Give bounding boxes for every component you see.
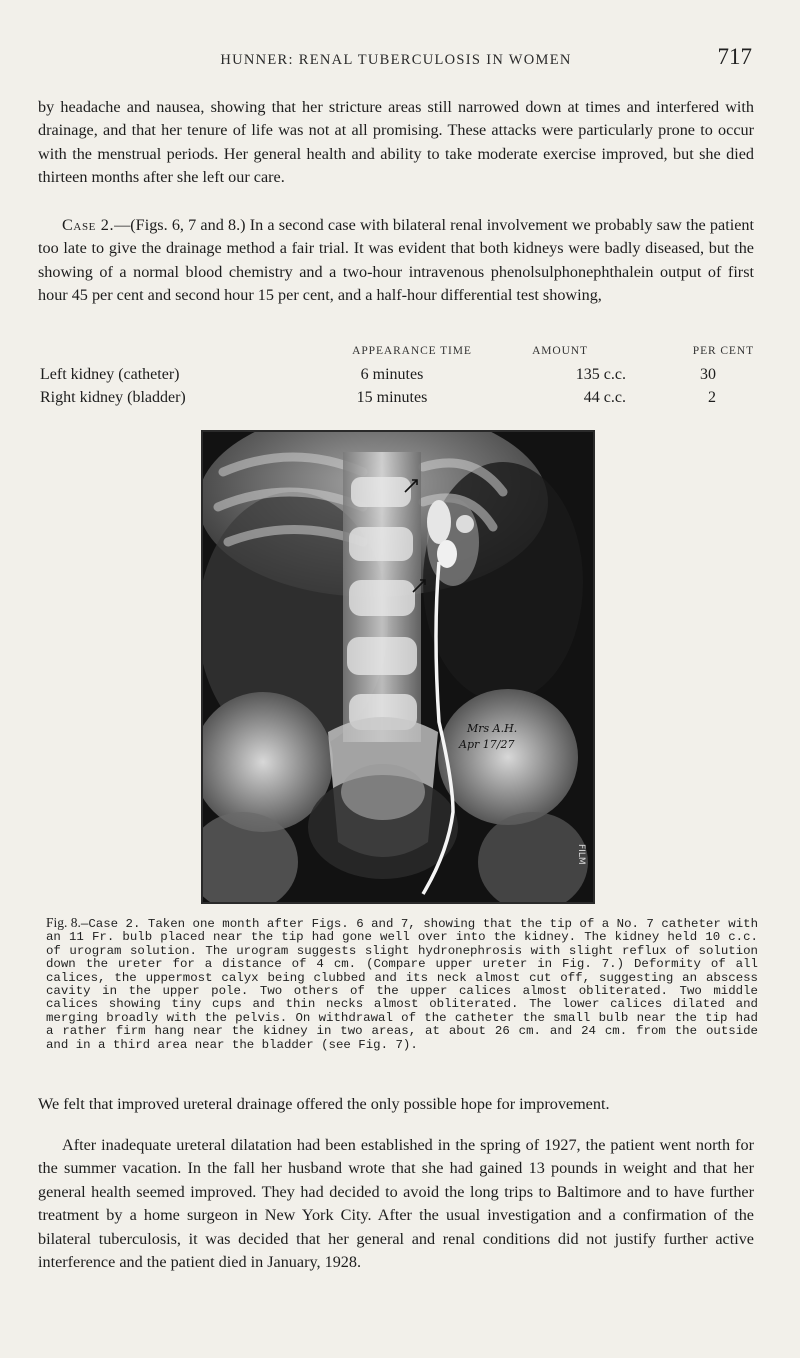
page-number: 717	[717, 44, 752, 69]
row-per-cent: 2	[708, 389, 716, 406]
paragraph-drainage-hope: We felt that improved ureteral drainage offered the only possible hope for improvement.	[38, 1095, 610, 1113]
table-row	[40, 366, 760, 389]
figure-caption	[46, 916, 758, 1052]
case-2-text: —(Figs. 6, 7 and 8.) In a second case with bilateral renal involvement we probably saw the patient too late to give the drainage method a fair trial. It was evident that both kidneys were badly diseased, but the showing of a normal blood chemistry and a two-hour intravenous phenolsulphonephthalein output of first hour 45 per cent and second hour 15 per cent, and a half-hour differential test showing,	[38, 216, 754, 305]
table-header-row	[40, 345, 760, 366]
page-header	[40, 44, 752, 78]
header-appearance-time: APPEARANCE TIME	[352, 345, 472, 357]
caption-text: —Case 2. Taken one month after Figs. 6 and 7, showing that the tip of a No. 7 catheter with an 11 Fr. bulb placed near the tip had gone well over into the kidney. The kidney held 10 c.c. of urogram solution. The urogram suggests slight hydronephrosis with slight reflux of solution down the ureter for a distance of 4 cm. (Compare upper ureter in Fig. 7.) Deformity of all calices, the uppermost calyx being clubbed and its neck almost cut off, suggesting an abscess cavity in the upper pole. Two others of the upper calices almost obliterated. Two middle calices showing tiny cups and thin necks almost obliterated. The lower calices dilated and merging broadly with the pelvis. On withdrawal of the catheter the small bulb near the tip had a rather firm hang near the kidney in two areas, at about 26 cm. and 24 cm. from the outside and in a third area near the bladder (see Fig. 7).	[46, 917, 759, 1052]
table-row	[40, 389, 760, 412]
running-title: HUNNER: RENAL TUBERCULOSIS IN WOMEN	[220, 52, 572, 68]
row-appearance-time: 6 minutes	[360, 366, 424, 383]
film-edge-mark: FILM	[576, 844, 586, 865]
case-2-label: Case 2.	[62, 216, 115, 234]
paragraph-continuation: by headache and nausea, showing that her stricture areas still narrowed down at times and interfered with drainage, and that her tenure of life was not at all promising. These attacks were particularly prone to occur with the menstrual periods. Her general health and ability to take moderate exercise improved, but she died thirteen months after she left our care.	[38, 98, 754, 187]
handwritten-patient-label: Mrs A.H.	[467, 722, 518, 735]
row-label: Left kidney (catheter)	[40, 366, 180, 383]
paragraph-case-2	[38, 214, 754, 308]
header-per-cent: PER CENT	[692, 345, 754, 357]
row-amount: 135 c.c.	[575, 366, 626, 383]
paragraph-outcome: After inadequate ureteral dilatation had been established in the spring of 1927, the patient went north for the summer vacation. In the fall her husband wrote that she had gained 13 pounds in weight and that her general health seemed improved. They had decided to avoid the long trips to Baltimore and to have further treatment by a home surgeon in New York City. After the usual investigation and a confirmation of the bilateral tuberculosis, it was decided that her general and renal conditions did not justify further active interference and the patient died in January, 1928.	[38, 1136, 754, 1272]
differential-test-table	[40, 345, 760, 412]
caption-label: Fig. 8.	[46, 915, 81, 930]
row-label: Right kidney (bladder)	[40, 389, 186, 406]
row-amount: 44 c.c.	[583, 389, 626, 406]
xray-figure	[201, 430, 595, 904]
row-appearance-time: 15 minutes	[356, 389, 428, 406]
handwritten-date-label: Apr 17/27	[459, 738, 515, 751]
header-amount: AMOUNT	[532, 345, 588, 357]
xray-image	[203, 432, 593, 902]
row-per-cent: 30	[700, 366, 716, 383]
